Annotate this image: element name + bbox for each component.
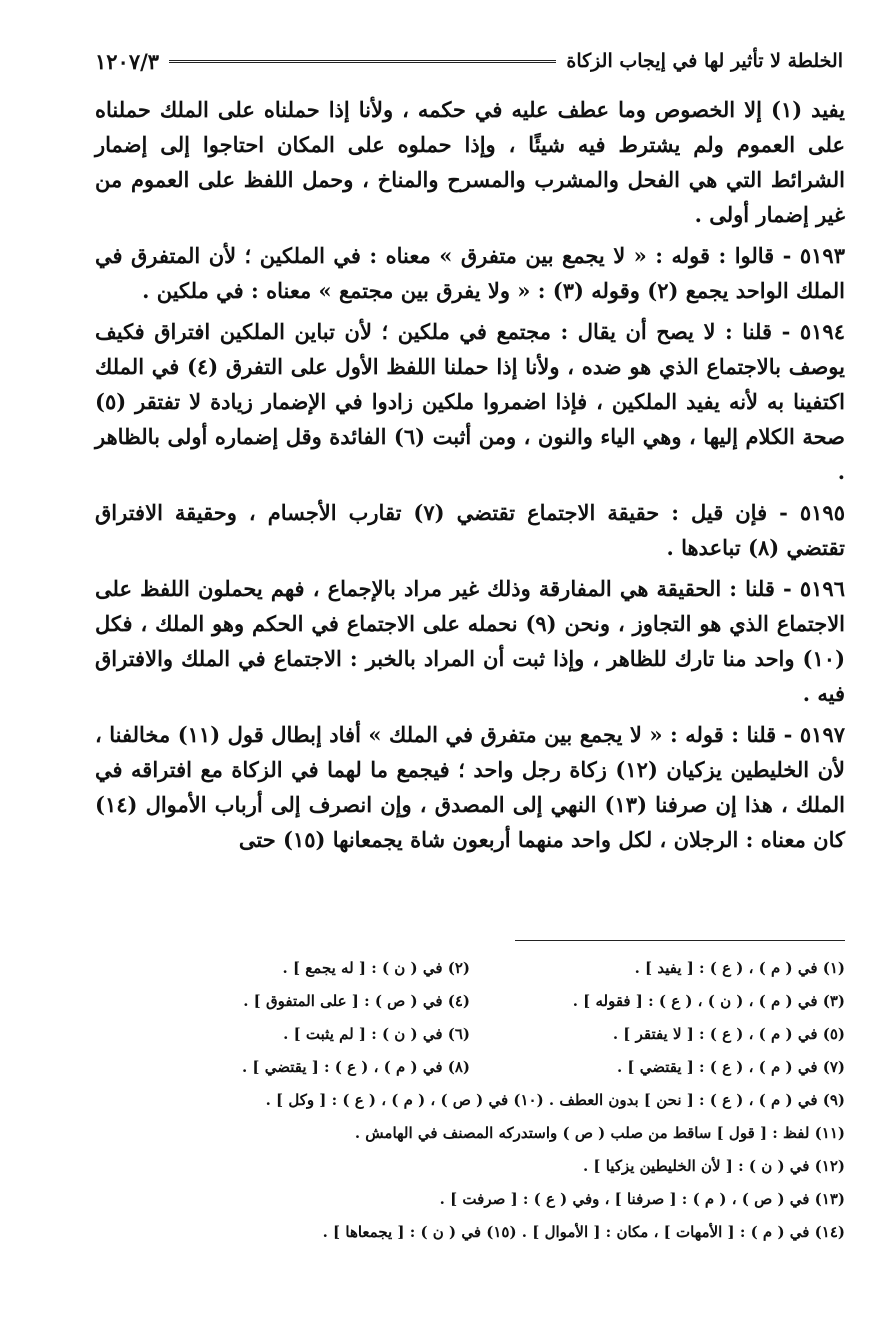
footnote-8: (٨) في ( م ) ، ( ع ) : [ يقتضي ] .: [241, 1058, 470, 1076]
footnote-divider: [515, 940, 845, 941]
footnote-9-10: (٩) في ( م ) ، ( ع ) : [ نحن ] بدون العطف . (١٠) في ( ص ) ، ( م ) ، ( ع ) : [ وكل ] .: [265, 1091, 845, 1109]
paragraph-5197: ٥١٩٧ - قلنا : قوله : « لا يجمع بين متفرق في الملك » أفاد إبطال قول (١١) مخالفنا ، لأن الخليطين يزكيان (١٢) زكاة رجل واحد ؛ فيجمع ما لهما في الزكاة مع افتراقه في الملك ، هذا إن صرفنا (١٣) النهي إلى المصدق ، وإن انصرف إلى أرباب الأموال (١٤) كان معناه : الرجلان ، لكل واحد منهما أربعون شاة يجمعانها (١٥) حتى: [95, 722, 846, 852]
footnote-3: (٣) في ( م ) ، ( ن ) ، ( ع ) : [ فقوله ] .: [572, 992, 845, 1010]
footnote-5: (٥) في ( م ) ، ( ع ) : [ لا يفتقر ] .: [612, 1025, 845, 1043]
footnote-14-15: (١٤) في ( م ) : [ الأمهات ] ، مكان : [ الأموال ] . (١٥) في ( ن ) : [ يجمعاها ] .: [322, 1223, 845, 1241]
paragraph-intro: يفيد (١) إلا الخصوص وما عطف عليه في حكمه ، ولأنا إذا حملناه على الملك حملناه على العموم ولم يشترط فيه شيئًا ، وإذا حملوه على المكان احتاجوا إلى إضمار الشرائط التي هي الفحل والمشرب والمسرح والمناخ ، وحمل اللفظ على العموم من غير إضمار أولى .: [95, 97, 846, 227]
footnote-13: (١٣) في ( ص ) ، ( م ) : [ صرفنا ] ، وفي ( ع ) : [ صرفت ] .: [439, 1190, 845, 1208]
footnote-row: [95, 952, 845, 985]
header-rule: [169, 60, 556, 63]
running-header: [95, 44, 843, 78]
paragraph-5193: ٥١٩٣ - قالوا : قوله : « لا يجمع بين متفرق » معناه : في الملكين ؛ لأن المتفرق في الملك الواحد يجمع (٢) وقوله (٣) : « ولا يفرق بين مجتمع » معناه : في ملكين .: [95, 243, 845, 303]
footnote-11: (١١) لفظ : [ قول ] ساقط من صلب ( ص ) واستدركه المصنف في الهامش .: [354, 1124, 845, 1142]
footnote-row: [95, 1018, 845, 1051]
footnotes: [95, 952, 845, 1249]
footnote-7: (٧) في ( م ) ، ( ع ) : [ يقتضي ] .: [616, 1058, 845, 1076]
paragraph-5196: ٥١٩٦ - قلنا : الحقيقة هي المفارقة وذلك غير مراد بالإجماع ، فهم يحملون اللفظ على الاجتماع الذي هو التجاوز ، ونحن (٩) نحمله على الاجتماع في الحكم وهو الملك ، فكل (١٠) واحد منا تارك للظاهر ، وإذا ثبت أن المراد بالخبر : الاجتماع في الملك والافتراق فيه .: [95, 576, 845, 706]
footnote-6: (٦) في ( ن ) : [ لم يثبت ] .: [283, 1025, 470, 1043]
paragraph-5195: ٥١٩٥ - فإن قيل : حقيقة الاجتماع تقتضي (٧) تقارب الأجسام ، وحقيقة الافتراق تقتضي (٨) تباعدها .: [95, 500, 845, 560]
chapter-title: الخلطة لا تأثير لها في إيجاب الزكاة: [566, 50, 843, 72]
paragraph-5194: ٥١٩٤ - قلنا : لا يصح أن يقال : مجتمع في ملكين ؛ لأن تباين الملكين افتراق فكيف يوصف بالاجتماع الذي هو ضده ، ولأنا إذا حملنا اللفظ الأول على التفرق (٤) في الملك اكتفينا به لأنه يفيد الملكين ، فإذا اضمروا ملكين زادوا في الإضمار زيادة لا تفتقر (٥) صحة الكلام إليها ، وهي الياء والنون ، ومن أثبت (٦) الفائدة وقل إضماره أولى بالظاهر .: [95, 319, 845, 484]
footnote-1: (١) في ( م ) ، ( ع ) : [ يفيد ] .: [634, 959, 845, 977]
footnote-row: [95, 985, 845, 1018]
footnote-2: (٢) في ( ن ) : [ له يجمع ] .: [282, 959, 470, 977]
main-text: [95, 92, 845, 863]
page-number: ١٢٠٧/٣: [95, 48, 160, 74]
footnote-row: [95, 1051, 845, 1084]
footnote-4: (٤) في ( ص ) : [ على المتفوق ] .: [243, 992, 470, 1010]
footnote-12: (١٢) في ( ن ) : [ لأن الخليطين يزكيا ] .: [582, 1157, 845, 1175]
